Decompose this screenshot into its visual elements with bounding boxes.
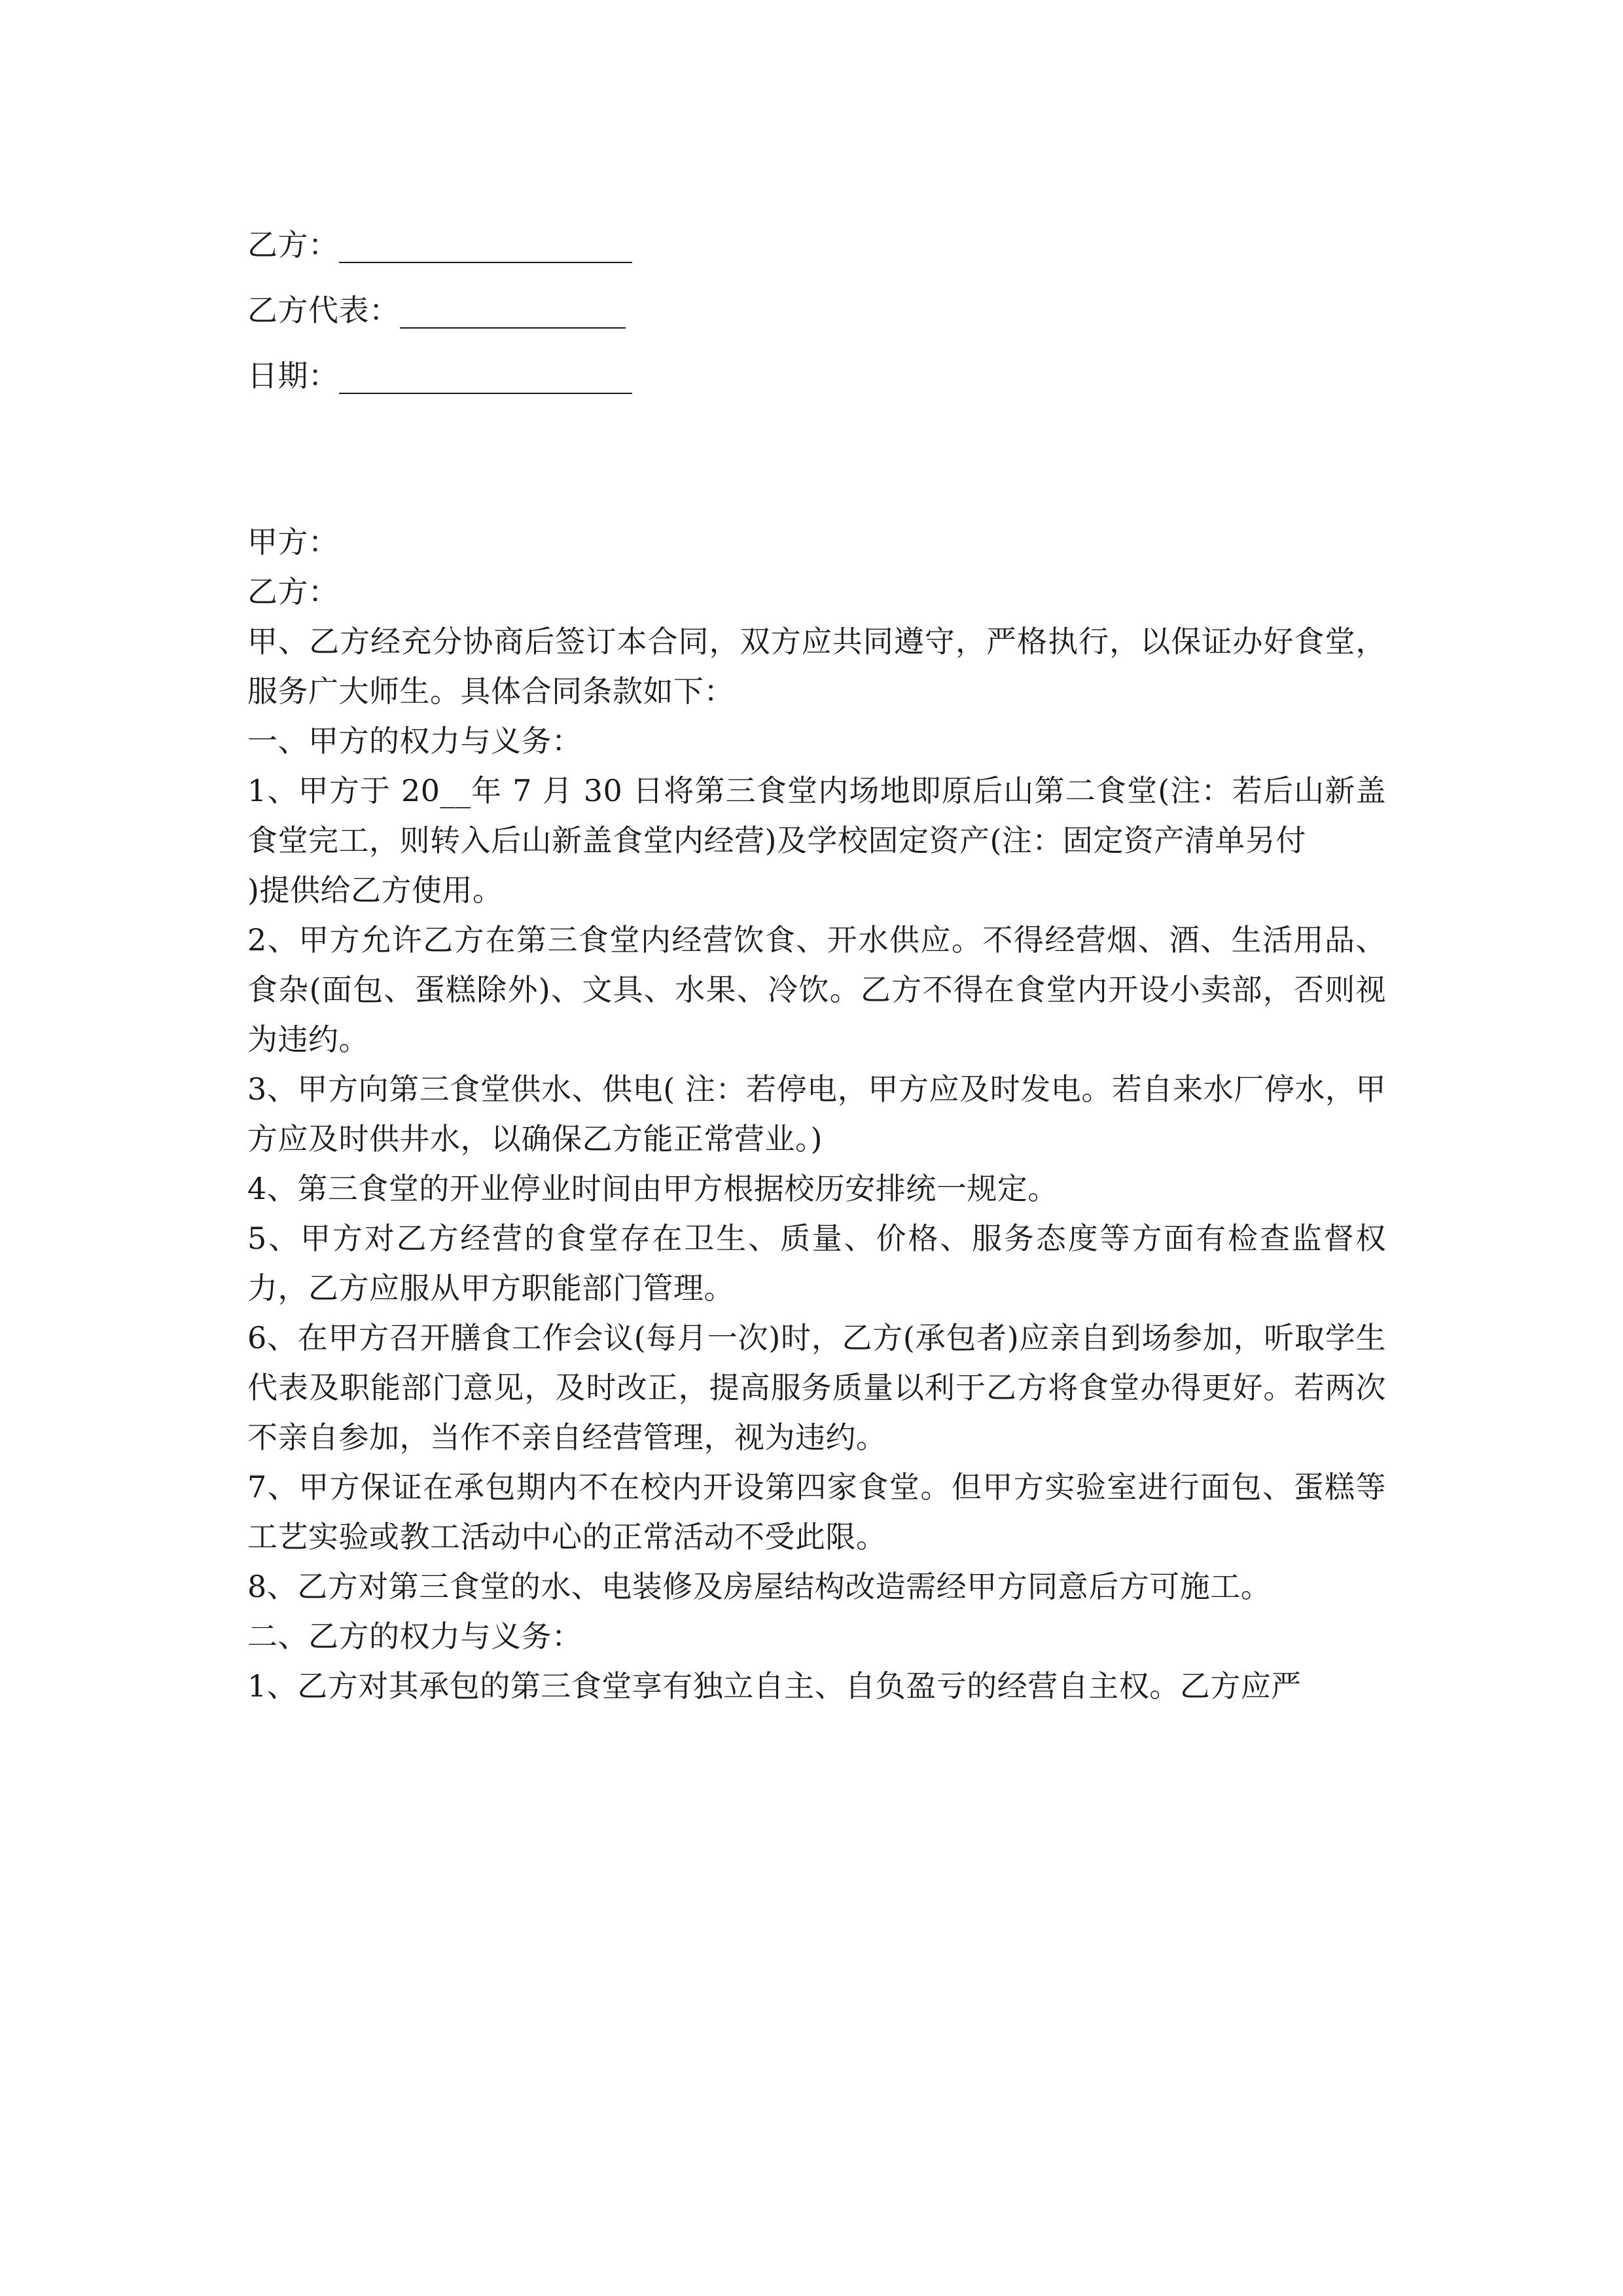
section-1-item-1: 1、甲方于 20__年 7 月 30 日将第三食堂内场地即原后山第二食堂(注：若后山新盖食堂完工，则转入后山新盖食堂内经营)及学校固定资产(注：固定资产清单另付 bbox=[247, 773, 1386, 858]
party-a-label: 甲方： bbox=[247, 524, 339, 560]
signature-party-b-blank[interactable] bbox=[339, 230, 632, 263]
section-spacer bbox=[247, 401, 1386, 517]
contract-intro: 甲、乙方经充分协商后签订本合同，双方应共同遵守，严格执行，以保证办好食堂，服务广大师生。具体合同条款如下： bbox=[247, 624, 1386, 709]
signature-party-b-rep-row bbox=[247, 270, 1386, 335]
signature-date-label: 日期： bbox=[247, 358, 339, 393]
section-2-item-1: 1、乙方对其承包的第三食堂享有独立自主、自负盈亏的经营自主权。乙方应严 bbox=[247, 1668, 1302, 1704]
section-1-item-2: 2、甲方允许乙方在第三食堂内经营饮食、开水供应。不得经营烟、酒、生活用品、食杂(面包、蛋糕除外)、文具、水果、冷饮。乙方不得在食堂内开设小卖部，否则视为违约。 bbox=[247, 922, 1386, 1057]
signature-party-b-rep-label: 乙方代表： bbox=[247, 293, 400, 328]
signature-party-b-label: 乙方： bbox=[247, 227, 339, 262]
section-2-heading: 二、乙方的权力与义务： bbox=[247, 1619, 582, 1654]
section-1-item-3: 3、甲方向第三食堂供水、供电( 注：若停电，甲方应及时发电。若自来水厂停水，甲方应及时供井水，以确保乙方能正常营业。) bbox=[247, 1071, 1386, 1157]
signature-party-b-rep-blank[interactable] bbox=[400, 296, 626, 329]
section-1-item-5: 5、甲方对乙方经营的食堂存在卫生、质量、价格、服务态度等方面有检查监督权力，乙方应服从甲方职能部门管理。 bbox=[247, 1221, 1386, 1306]
signature-date-row bbox=[247, 335, 1386, 401]
signature-date-blank[interactable] bbox=[339, 361, 632, 394]
document-body bbox=[247, 204, 1386, 1711]
section-1-item-7: 7、甲方保证在承包期内不在校内开设第四家食堂。但甲方实验室进行面包、蛋糕等工艺实验或教工活动中心的正常活动不受此限。 bbox=[247, 1469, 1386, 1554]
party-b-label: 乙方： bbox=[247, 574, 339, 609]
section-1-heading: 一、甲方的权力与义务： bbox=[247, 723, 582, 759]
section-1-item-4: 4、第三食堂的开业停业时间由甲方根据校历安排统一规定。 bbox=[247, 1171, 1058, 1206]
section-1-item-6: 6、在甲方召开膳食工作会议(每月一次)时，乙方(承包者)应亲自到场参加，听取学生代表及职能部门意见，及时改正，提高服务质量以利于乙方将食堂办得更好。若两次不亲自参加，当作不亲自经营管理，视为违约。 bbox=[247, 1320, 1386, 1455]
section-1-item-1-continued: )提供给乙方使用。 bbox=[247, 872, 503, 908]
signature-party-b-row bbox=[247, 204, 1386, 270]
section-1-item-8: 8、乙方对第三食堂的水、电装修及房屋结构改造需经甲方同意后方可施工。 bbox=[247, 1569, 1272, 1604]
